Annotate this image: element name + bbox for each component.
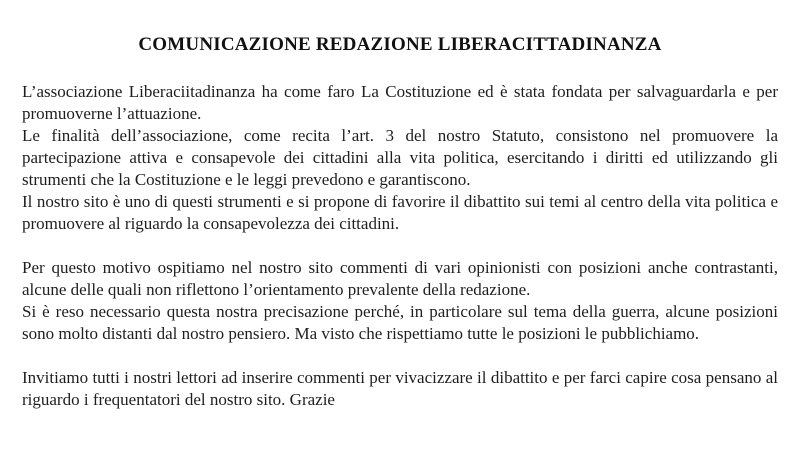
paragraph-clarification: Si è reso necessario questa nostra precisazione perché, in particolare sul tema della guerra, alcune posizioni sono molto distanti dal nostro pensiero. Ma visto che rispettiamo tutte le posizioni le pubblichiamo. bbox=[22, 302, 778, 343]
paragraph-statute-purpose: Le finalità dell’associazione, come recita l’art. 3 del nostro Statuto, consistono nel promuovere la partecipazione attiva e consapevole dei cittadini alla vita politica, esercitando i diritti ed utilizzando gli strumenti che la Costituzione e le leggi prevedono e garantiscono. bbox=[22, 126, 778, 189]
document-title: COMUNICAZIONE REDAZIONE LIBERACITTADINANZA bbox=[138, 34, 662, 55]
paragraph-group-invitation bbox=[22, 367, 778, 411]
paragraph-association-mission: L’associazione Liberaciitadinanza ha come faro La Costituzione ed è stata fondata per salvaguardarla e per promuoverne l’attuazione. bbox=[22, 82, 778, 123]
paragraph-opinionists: Per questo motivo ospitiamo nel nostro sito commenti di vari opinionisti con posizioni anche contrastanti, alcune delle quali non riflettono l’orientamento prevalente della redazione. bbox=[22, 258, 778, 299]
paragraph-group-editorial-note bbox=[22, 257, 778, 345]
paragraph-site-purpose: Il nostro sito è uno di questi strumenti e si propone di favorire il dibattito sui temi al centro della vita politica e promuovere al riguardo la consapevolezza dei cittadini. bbox=[22, 192, 778, 233]
paragraph-reader-invitation: Invitiamo tutti i nostri lettori ad inserire commenti per vivacizzare il dibattito e per farci capire cosa pensano al riguardo i frequentatori del nostro sito. Grazie bbox=[22, 368, 778, 409]
paragraph-group-intro bbox=[22, 81, 778, 235]
